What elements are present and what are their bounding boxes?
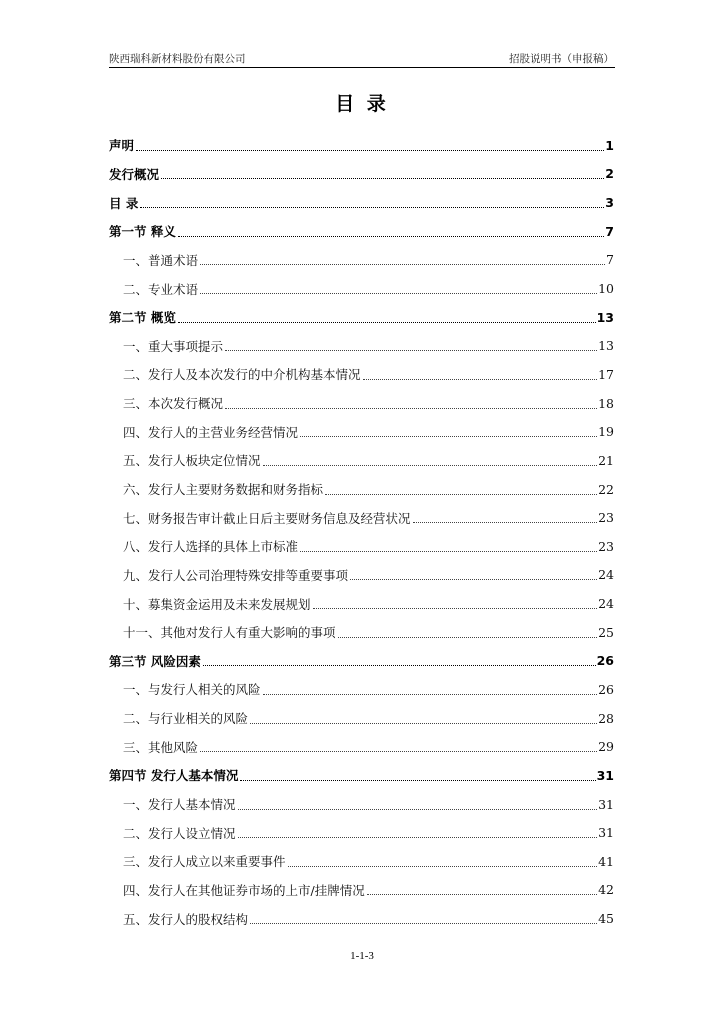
toc-entry-page-number: 13 [596,309,614,325]
toc-section-entry[interactable] [109,704,614,733]
toc-dot-leader [313,608,598,609]
toc-section-entry[interactable] [109,389,614,418]
toc-dot-leader [225,408,597,409]
header-document-type: 招股说明书（申报稿） [509,53,614,65]
toc-entry-label: 一、与发行人相关的风险 [123,682,261,698]
toc-entry-page-number: 26 [596,653,614,669]
toc-entry-page-number: 24 [598,596,614,612]
toc-dot-leader [263,465,598,466]
toc-entry-page-number: 17 [598,366,614,382]
toc-section-entry[interactable] [109,246,614,275]
header-divider [109,67,615,68]
toc-entry-label: 一、发行人基本情况 [123,797,236,813]
toc-entry-page-number: 24 [598,567,614,583]
toc-entry-label: 四、发行人在其他证券市场的上市/挂牌情况 [123,882,365,898]
toc-entry-page-number: 19 [598,424,614,440]
toc-chapter-entry[interactable] [109,217,614,246]
toc-entry-label: 二、发行人及本次发行的中介机构基本情况 [123,367,361,383]
toc-dot-leader [200,264,605,265]
toc-entry-label: 五、发行人板块定位情况 [123,453,261,469]
header-company-name: 陕西瑞科新材料股份有限公司 [109,53,246,65]
toc-section-entry[interactable] [109,732,614,761]
toc-entry-label: 八、发行人选择的具体上市标准 [123,539,299,555]
toc-entry-page-number: 31 [598,825,614,841]
toc-chapter-entry[interactable] [109,160,614,189]
toc-entry-page-number: 3 [605,195,614,211]
page-title: 目 录 [335,93,389,115]
toc-section-entry[interactable] [109,475,614,504]
toc-entry-label: 二、发行人设立情况 [123,825,236,841]
toc-entry-page-number: 26 [598,681,614,697]
toc-dot-leader [225,350,597,351]
toc-entry-label: 第四节 发行人基本情况 [109,768,239,784]
toc-entry-label: 四、发行人的主营业务经营情况 [123,424,299,440]
toc-dot-leader [203,665,596,666]
toc-chapter-entry[interactable] [109,303,614,332]
toc-section-entry[interactable] [109,618,614,647]
toc-section-entry[interactable] [109,589,614,618]
toc-entry-label: 三、发行人成立以来重要事件 [123,854,286,870]
toc-section-entry[interactable] [109,847,614,876]
toc-entry-page-number: 41 [598,853,614,869]
toc-entry-page-number: 42 [598,882,614,898]
toc-entry-page-number: 1 [605,137,614,153]
page-header [109,50,614,68]
toc-entry-page-number: 31 [598,796,614,812]
toc-section-entry[interactable] [109,274,614,303]
toc-section-entry[interactable] [109,675,614,704]
toc-entry-label: 目 录 [109,195,139,211]
toc-entry-label: 九、发行人公司治理特殊安排等重要事项 [123,567,349,583]
toc-entry-label: 三、本次发行概况 [123,396,224,412]
toc-section-entry[interactable] [109,446,614,475]
toc-chapter-entry[interactable] [109,188,614,217]
toc-entry-page-number: 7 [605,223,614,239]
toc-section-entry[interactable] [109,904,614,933]
toc-entry-label: 一、普通术语 [123,252,199,268]
toc-entry-page-number: 23 [598,510,614,526]
toc-entry-label: 第二节 概览 [109,310,176,326]
toc-entry-label: 十一、其他对发行人有重大影响的事项 [123,625,336,641]
toc-entry-page-number: 18 [598,395,614,411]
toc-entry-label: 三、其他风险 [123,739,199,755]
toc-chapter-entry[interactable] [109,131,614,160]
toc-dot-leader [300,436,597,437]
toc-dot-leader [238,837,598,838]
toc-entry-page-number: 25 [598,624,614,640]
toc-dot-leader [325,494,597,495]
table-of-contents [109,131,614,933]
toc-dot-leader [363,379,598,380]
toc-entry-page-number: 2 [605,166,614,182]
toc-dot-leader [300,551,597,552]
toc-entry-page-number: 31 [596,767,614,783]
toc-entry-label: 十、募集资金运用及未来发展规划 [123,596,311,612]
toc-chapter-entry[interactable] [109,761,614,790]
toc-dot-leader [240,780,595,781]
toc-chapter-entry[interactable] [109,647,614,676]
toc-section-entry[interactable] [109,331,614,360]
toc-entry-page-number: 21 [598,452,614,468]
toc-dot-leader [178,322,596,323]
toc-entry-page-number: 22 [598,481,614,497]
toc-dot-leader [250,923,597,924]
toc-section-entry[interactable] [109,417,614,446]
toc-section-entry[interactable] [109,503,614,532]
toc-entry-label: 二、专业术语 [123,281,199,297]
toc-entry-page-number: 23 [598,538,614,554]
toc-entry-label: 七、财务报告审计截止日后主要财务信息及经营状况 [123,510,411,526]
toc-dot-leader [367,894,597,895]
toc-dot-leader [250,723,597,724]
toc-entry-label: 第三节 风险因素 [109,653,201,669]
toc-entry-label: 发行概况 [109,166,160,182]
toc-dot-leader [238,809,598,810]
toc-entry-label: 一、重大事项提示 [123,338,224,354]
toc-entry-page-number: 10 [598,281,614,297]
toc-entry-label: 五、发行人的股权结构 [123,911,249,927]
toc-entry-label: 二、与行业相关的风险 [123,711,249,727]
toc-entry-label: 声明 [109,138,135,154]
toc-entry-page-number: 45 [598,911,614,927]
toc-section-entry[interactable] [109,561,614,590]
toc-entry-page-number: 7 [606,252,614,268]
toc-entry-label: 六、发行人主要财务数据和财务指标 [123,482,324,497]
toc-dot-leader [413,522,598,523]
page-number: 1-1-3 [350,950,374,962]
toc-dot-leader [178,236,604,237]
toc-dot-leader [200,751,597,752]
toc-dot-leader [200,293,597,294]
toc-entry-page-number: 13 [598,338,614,354]
toc-entry-label: 第一节 释义 [109,224,176,240]
toc-dot-leader [338,637,598,638]
toc-dot-leader [140,207,604,208]
toc-section-entry[interactable] [109,360,614,389]
toc-dot-leader [136,150,604,151]
toc-entry-page-number: 28 [598,710,614,726]
toc-section-entry[interactable] [109,532,614,561]
toc-dot-leader [263,694,598,695]
toc-dot-leader [350,579,597,580]
toc-dot-leader [161,178,604,179]
toc-section-entry[interactable] [109,818,614,847]
toc-entry-page-number: 29 [598,739,614,755]
toc-section-entry[interactable] [109,790,614,819]
toc-section-entry[interactable] [109,876,614,905]
toc-dot-leader [288,866,598,867]
